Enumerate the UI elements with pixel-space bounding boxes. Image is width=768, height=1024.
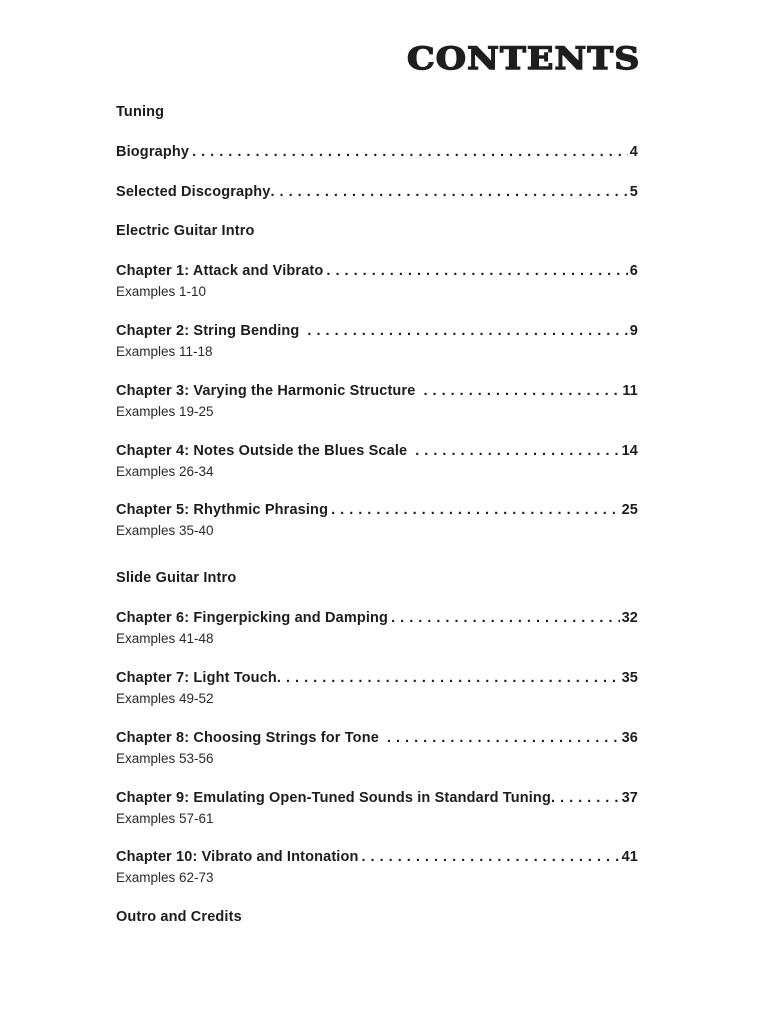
page-title: CONTENTS <box>407 41 641 77</box>
dot-leader <box>551 790 620 807</box>
toc-examples-range: Examples 57-61 <box>116 811 214 826</box>
toc-page-number: 35 <box>621 670 638 686</box>
toc-entry-chapter-7[interactable] <box>116 670 638 707</box>
toc-examples-range: Examples 53-56 <box>116 751 214 766</box>
toc-section-outro-and-credits[interactable] <box>116 909 638 926</box>
toc-page-number: 37 <box>621 790 638 806</box>
toc-entry-chapter-5[interactable] <box>116 502 638 539</box>
toc-examples-range: Examples 19-25 <box>116 404 214 419</box>
toc-entry-discography[interactable] <box>116 184 638 201</box>
toc-page-number: 11 <box>622 383 638 399</box>
toc-page-number: 4 <box>629 144 638 160</box>
dot-leader <box>387 730 620 747</box>
toc-entry-chapter-9[interactable] <box>116 790 638 827</box>
dot-leader <box>271 184 628 201</box>
toc-page-number: 36 <box>621 730 638 746</box>
toc-entry-label: Chapter 9: Emulating Open-Tuned Sounds in Standard Tuning <box>116 790 551 806</box>
dot-leader <box>423 383 620 400</box>
toc-section-electric-guitar-intro[interactable] <box>116 223 638 240</box>
toc-examples-range: Examples 41-48 <box>116 631 214 646</box>
toc-section-tuning[interactable] <box>116 104 638 121</box>
toc-page-number: 14 <box>621 443 638 459</box>
toc-page-number: 32 <box>621 610 638 626</box>
toc-entry-label: Slide Guitar Intro <box>116 570 237 586</box>
toc-entry-label: Chapter 5: Rhythmic Phrasing <box>116 502 329 518</box>
toc-entry-biography[interactable] <box>116 144 638 161</box>
toc-page-number: 6 <box>629 263 638 279</box>
toc-entry-chapter-6[interactable] <box>116 610 638 647</box>
toc-examples-range: Examples 1-10 <box>116 284 207 299</box>
toc-examples-range: Examples 35-40 <box>116 523 214 538</box>
toc-entry-label: Chapter 7: Light Touch <box>116 670 277 686</box>
toc-entry-label: Chapter 8: Choosing Strings for Tone <box>116 730 379 746</box>
toc-entry-label: Chapter 1: Attack and Vibrato <box>116 263 324 279</box>
dot-leader <box>391 610 619 627</box>
dot-leader <box>362 849 620 866</box>
toc-examples-range: Examples 62-73 <box>116 870 214 885</box>
dot-leader <box>192 144 628 161</box>
toc-page-number: 5 <box>629 184 638 200</box>
toc-page-number: 41 <box>621 849 638 865</box>
dot-leader <box>415 443 619 460</box>
toc-entry-label: Tuning <box>116 104 165 120</box>
toc-entry-label: Outro and Credits <box>116 909 242 925</box>
toc-entry-label: Chapter 4: Notes Outside the Blues Scale <box>116 443 408 459</box>
toc-entry-chapter-1[interactable] <box>116 263 638 300</box>
dot-leader <box>326 263 627 280</box>
toc-entry-chapter-8[interactable] <box>116 730 638 767</box>
toc-entry-label: Chapter 2: String Bending <box>116 323 300 339</box>
toc-examples-range: Examples 49-52 <box>116 691 214 706</box>
toc-entry-chapter-2[interactable] <box>116 323 638 360</box>
toc-examples-range: Examples 11-18 <box>116 344 213 359</box>
toc-entry-chapter-3[interactable] <box>116 383 638 420</box>
dot-leader <box>331 502 619 519</box>
toc-entry-chapter-10[interactable] <box>116 849 638 886</box>
toc-page-number: 9 <box>629 323 638 339</box>
toc-entry-chapter-4[interactable] <box>116 443 638 480</box>
toc-section-slide-guitar-intro[interactable] <box>116 570 638 587</box>
toc-entry-label: Electric Guitar Intro <box>116 223 255 239</box>
toc-entry-label: Biography <box>116 144 190 160</box>
toc-entry-label: Chapter 6: Fingerpicking and Damping <box>116 610 389 626</box>
toc-entry-label: Chapter 3: Varying the Harmonic Structure <box>116 383 416 399</box>
toc-examples-range: Examples 26-34 <box>116 464 214 479</box>
toc-entry-label: Chapter 10: Vibrato and Intonation <box>116 849 359 865</box>
toc-entry-label: Selected Discography <box>116 184 271 200</box>
dot-leader <box>307 323 627 340</box>
dot-leader <box>277 670 620 687</box>
toc-page-number: 25 <box>621 502 638 518</box>
